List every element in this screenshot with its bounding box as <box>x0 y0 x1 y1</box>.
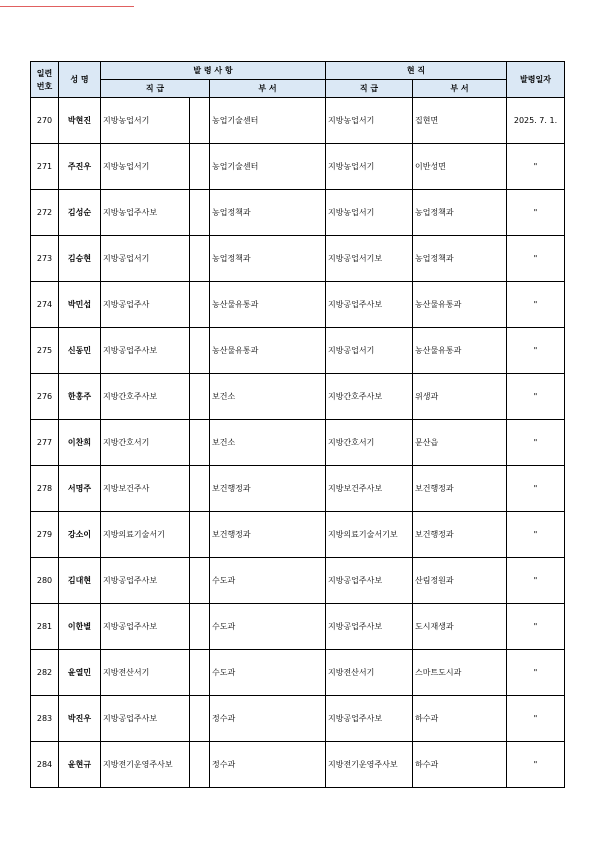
row-name: 윤열민 <box>59 650 101 696</box>
table-row <box>31 190 565 236</box>
row-current-dept: 위생과 <box>413 374 507 420</box>
table-row <box>31 98 565 144</box>
header-name: 성 명 <box>59 62 101 98</box>
row-new-dept: 보건소 <box>210 420 326 466</box>
row-name: 김성순 <box>59 190 101 236</box>
row-current-grade: 지방공업주사보 <box>326 558 413 604</box>
row-current-dept: 이반성면 <box>413 144 507 190</box>
row-current-grade: 지방공업주사보 <box>326 282 413 328</box>
table-row <box>31 236 565 282</box>
row-current-grade: 지방농업서기 <box>326 190 413 236</box>
table-row <box>31 558 565 604</box>
row-new-grade: 지방공업주사보 <box>101 328 190 374</box>
row-date: " <box>507 604 565 650</box>
row-number: 270 <box>31 98 59 144</box>
table-row <box>31 742 565 788</box>
row-new-grade: 지방농업서기 <box>101 144 190 190</box>
row-current-dept: 집현면 <box>413 98 507 144</box>
row-new-grade: 지방간호서기 <box>101 420 190 466</box>
row-current-grade: 지방전기운영주사보 <box>326 742 413 788</box>
row-spacer <box>190 466 210 512</box>
table-row <box>31 374 565 420</box>
row-date: " <box>507 466 565 512</box>
row-current-dept: 스마트도시과 <box>413 650 507 696</box>
header-cur-dept: 부 서 <box>413 80 507 98</box>
row-current-dept: 보건행정과 <box>413 512 507 558</box>
row-new-dept: 수도과 <box>210 604 326 650</box>
top-red-line <box>0 6 134 7</box>
row-number: 274 <box>31 282 59 328</box>
table-row <box>31 144 565 190</box>
row-new-dept: 보건행정과 <box>210 512 326 558</box>
row-new-grade: 지방전산서기 <box>101 650 190 696</box>
row-spacer <box>190 696 210 742</box>
row-new-dept: 농업정책과 <box>210 236 326 282</box>
row-date: " <box>507 696 565 742</box>
table-row <box>31 604 565 650</box>
row-spacer <box>190 604 210 650</box>
row-current-grade: 지방간호서기 <box>326 420 413 466</box>
table-row <box>31 466 565 512</box>
row-date: " <box>507 282 565 328</box>
row-number: 279 <box>31 512 59 558</box>
row-date: " <box>507 190 565 236</box>
row-current-grade: 지방의료기술서기보 <box>326 512 413 558</box>
header-issue: 발 령 사 항 <box>101 62 326 80</box>
table-row <box>31 512 565 558</box>
row-name: 서명주 <box>59 466 101 512</box>
row-current-dept: 문산읍 <box>413 420 507 466</box>
row-name: 박진우 <box>59 696 101 742</box>
row-new-dept: 정수과 <box>210 696 326 742</box>
row-new-dept: 농업기술센터 <box>210 144 326 190</box>
row-current-grade: 지방공업주사보 <box>326 696 413 742</box>
row-date: " <box>507 144 565 190</box>
row-new-grade: 지방공업주사 <box>101 282 190 328</box>
row-spacer <box>190 236 210 282</box>
row-new-dept: 농업정책과 <box>210 190 326 236</box>
row-current-dept: 하수과 <box>413 696 507 742</box>
row-current-dept: 농산물유통과 <box>413 282 507 328</box>
row-spacer <box>190 328 210 374</box>
row-new-grade: 지방공업주사보 <box>101 558 190 604</box>
row-spacer <box>190 512 210 558</box>
header-date: 발령일자 <box>507 62 565 98</box>
row-number: 275 <box>31 328 59 374</box>
row-number: 283 <box>31 696 59 742</box>
row-name: 윤현규 <box>59 742 101 788</box>
row-date: " <box>507 650 565 696</box>
row-name: 한홍주 <box>59 374 101 420</box>
row-spacer <box>190 374 210 420</box>
personnel-table <box>30 61 565 788</box>
row-number: 281 <box>31 604 59 650</box>
row-new-dept: 수도과 <box>210 558 326 604</box>
row-name: 강소이 <box>59 512 101 558</box>
table-row <box>31 420 565 466</box>
row-date: " <box>507 374 565 420</box>
header-new-grade: 직 급 <box>101 80 210 98</box>
row-date: " <box>507 420 565 466</box>
row-current-dept: 농산물유통과 <box>413 328 507 374</box>
row-number: 277 <box>31 420 59 466</box>
row-new-grade: 지방공업주사보 <box>101 696 190 742</box>
row-current-dept: 농업정책과 <box>413 236 507 282</box>
row-number: 280 <box>31 558 59 604</box>
row-new-grade: 지방공업서기 <box>101 236 190 282</box>
row-date: " <box>507 558 565 604</box>
row-spacer <box>190 282 210 328</box>
table-row <box>31 696 565 742</box>
row-new-grade: 지방간호주사보 <box>101 374 190 420</box>
row-current-grade: 지방간호주사보 <box>326 374 413 420</box>
row-date: " <box>507 328 565 374</box>
row-spacer <box>190 420 210 466</box>
row-number: 282 <box>31 650 59 696</box>
row-current-dept: 산림정원과 <box>413 558 507 604</box>
row-new-grade: 지방공업주사보 <box>101 604 190 650</box>
row-new-grade: 지방농업서기 <box>101 98 190 144</box>
row-current-grade: 지방공업주사보 <box>326 604 413 650</box>
row-number: 278 <box>31 466 59 512</box>
row-new-dept: 보건행정과 <box>210 466 326 512</box>
row-name: 김승현 <box>59 236 101 282</box>
row-number: 273 <box>31 236 59 282</box>
row-current-grade: 지방공업서기 <box>326 328 413 374</box>
row-new-dept: 농업기술센터 <box>210 98 326 144</box>
row-current-grade: 지방공업서기보 <box>326 236 413 282</box>
header-new-dept: 부 서 <box>210 80 326 98</box>
table-row <box>31 282 565 328</box>
row-date: " <box>507 512 565 558</box>
row-spacer <box>190 558 210 604</box>
row-date: 2025. 7. 1. <box>507 98 565 144</box>
row-new-dept: 보건소 <box>210 374 326 420</box>
row-name: 주진우 <box>59 144 101 190</box>
row-new-grade: 지방농업주사보 <box>101 190 190 236</box>
table-row <box>31 650 565 696</box>
row-new-dept: 수도과 <box>210 650 326 696</box>
row-new-dept: 농산물유통과 <box>210 328 326 374</box>
row-name: 이한별 <box>59 604 101 650</box>
header-serial: 일련 번호 <box>31 62 59 98</box>
row-current-grade: 지방농업서기 <box>326 98 413 144</box>
row-number: 272 <box>31 190 59 236</box>
row-date: " <box>507 236 565 282</box>
row-name: 박현진 <box>59 98 101 144</box>
row-new-dept: 농산물유통과 <box>210 282 326 328</box>
row-date: " <box>507 742 565 788</box>
row-number: 284 <box>31 742 59 788</box>
row-current-dept: 하수과 <box>413 742 507 788</box>
header-cur-grade: 직 급 <box>326 80 413 98</box>
row-current-grade: 지방농업서기 <box>326 144 413 190</box>
row-spacer <box>190 742 210 788</box>
row-current-dept: 도시재생과 <box>413 604 507 650</box>
row-new-grade: 지방전기운영주사보 <box>101 742 190 788</box>
row-new-dept: 정수과 <box>210 742 326 788</box>
row-name: 김대현 <box>59 558 101 604</box>
row-name: 박민섭 <box>59 282 101 328</box>
table-row <box>31 328 565 374</box>
row-current-grade: 지방보건주사보 <box>326 466 413 512</box>
row-name: 이찬희 <box>59 420 101 466</box>
row-spacer <box>190 98 210 144</box>
row-spacer <box>190 190 210 236</box>
row-spacer <box>190 650 210 696</box>
row-number: 276 <box>31 374 59 420</box>
row-name: 신동민 <box>59 328 101 374</box>
row-new-grade: 지방의료기술서기 <box>101 512 190 558</box>
row-number: 271 <box>31 144 59 190</box>
row-new-grade: 지방보건주사 <box>101 466 190 512</box>
row-spacer <box>190 144 210 190</box>
header-current: 현 직 <box>326 62 507 80</box>
row-current-grade: 지방전산서기 <box>326 650 413 696</box>
row-current-dept: 보건행정과 <box>413 466 507 512</box>
row-current-dept: 농업정책과 <box>413 190 507 236</box>
